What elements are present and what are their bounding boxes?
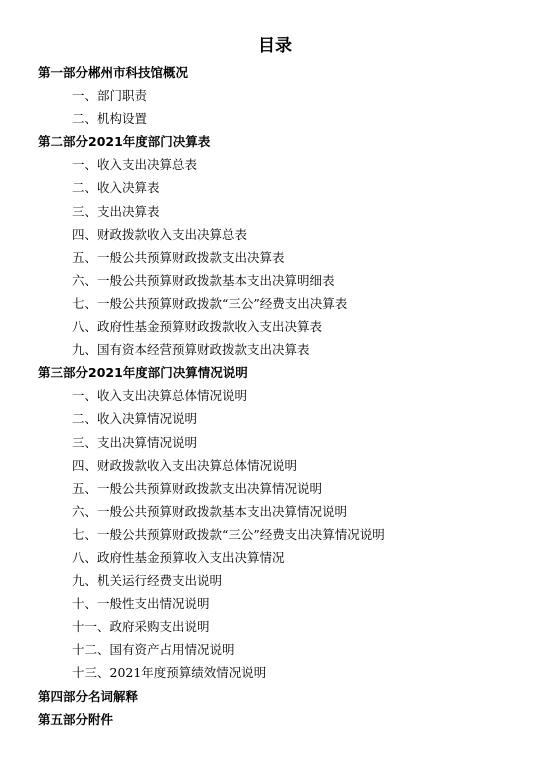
table-of-contents <box>0 61 550 731</box>
toc-item: 八、政府性基金预算财政拨款收入支出决算表 <box>72 319 323 335</box>
toc-item: 六、一般公共预算财政拨款基本支出决算明细表 <box>72 272 335 288</box>
toc-item: 四、财政拨款收入支出决算总体情况说明 <box>72 457 298 473</box>
toc-item: 四、财政拨款收入支出决算总表 <box>72 226 248 242</box>
toc-item: 一、收入支出决算总体情况说明 <box>72 388 248 404</box>
toc-item: 一、部门职责 <box>72 88 148 104</box>
toc-part-heading: 第五部分附件 <box>38 711 114 727</box>
toc-item: 七、一般公共预算财政拨款“三公”经费支出决算表 <box>72 295 348 311</box>
toc-item: 三、支出决算情况说明 <box>72 434 198 450</box>
toc-item: 二、机构设置 <box>72 111 148 127</box>
toc-item: 八、政府性基金预算收入支出决算情况 <box>72 549 285 565</box>
toc-item: 十三、2021年度预算绩效情况说明 <box>72 665 267 681</box>
page-title: 目录 <box>258 36 292 56</box>
toc-part-heading: 第四部分名词解释 <box>38 688 139 704</box>
toc-item: 十一、政府采购支出说明 <box>72 619 210 635</box>
toc-item: 十、一般性支出情况说明 <box>72 596 210 612</box>
toc-item: 二、收入决算情况说明 <box>72 411 198 427</box>
toc-item: 三、支出决算表 <box>72 203 160 219</box>
toc-item: 九、机关运行经费支出说明 <box>72 573 223 589</box>
toc-item: 五、一般公共预算财政拨款支出决算情况说明 <box>72 480 323 496</box>
toc-part-heading: 第二部分2021年度部门决算表 <box>38 134 211 150</box>
toc-part-heading: 第一部分郴州市科技馆概况 <box>38 65 189 80</box>
toc-item: 十二、国有资产占用情况说明 <box>72 642 235 658</box>
toc-part-heading: 第三部分2021年度部门决算情况说明 <box>38 365 248 381</box>
toc-item: 二、收入决算表 <box>72 180 160 196</box>
toc-item: 九、国有资本经营预算财政拨款支出决算表 <box>72 342 310 358</box>
toc-item: 六、一般公共预算财政拨款基本支出决算情况说明 <box>72 503 348 519</box>
toc-item: 五、一般公共预算财政拨款支出决算表 <box>72 249 285 265</box>
toc-item: 七、一般公共预算财政拨款“三公”经费支出决算情况说明 <box>72 526 385 542</box>
toc-item: 一、收入支出决算总表 <box>72 157 198 173</box>
